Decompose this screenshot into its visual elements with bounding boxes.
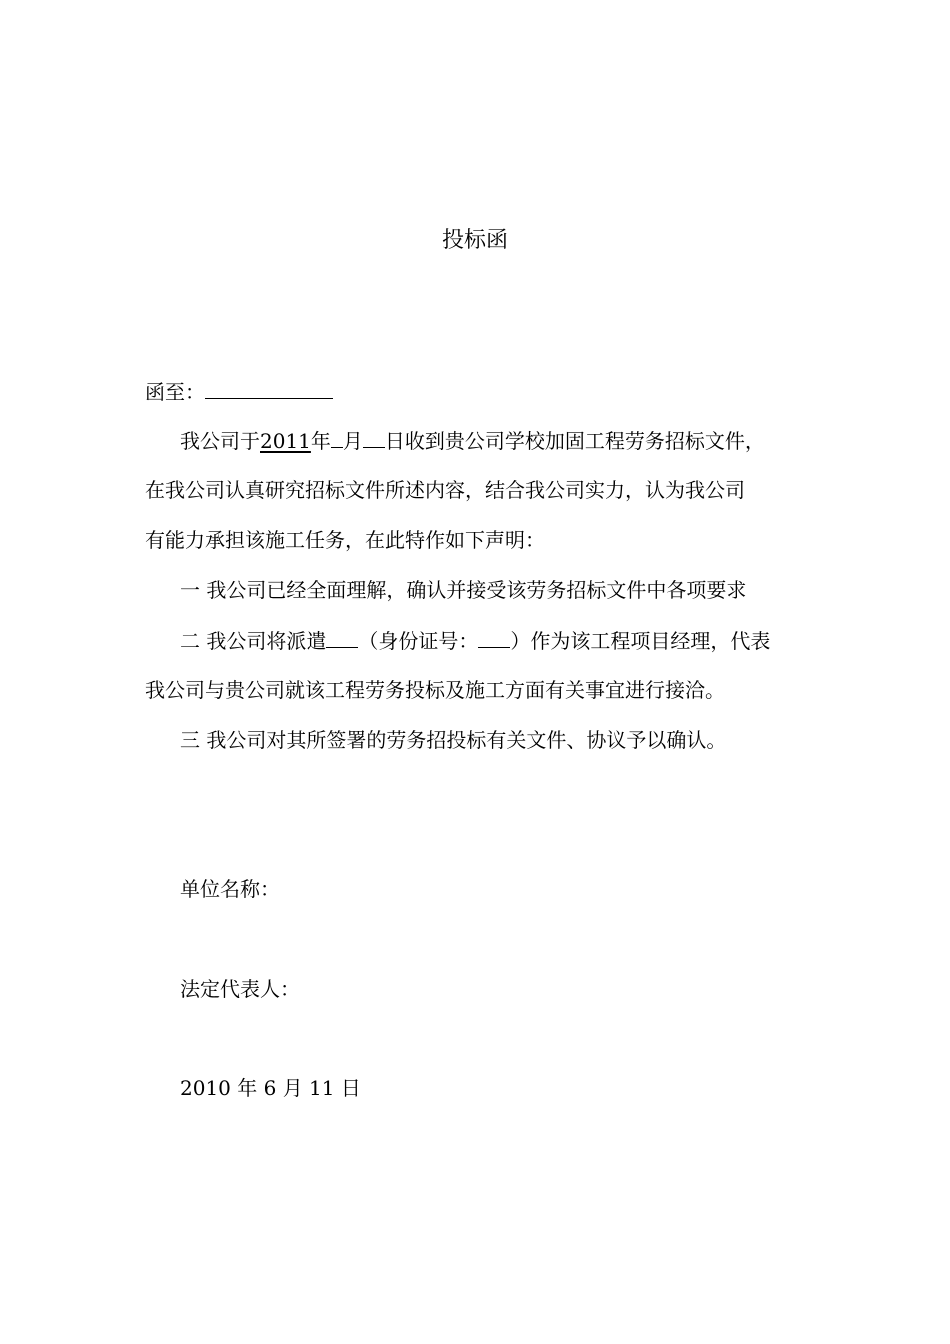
item2-text-b: （身份证号： <box>358 629 479 653</box>
unit-name-label: 单位名称： <box>180 877 280 901</box>
manager-name-blank <box>326 625 358 648</box>
paragraph-1-line-1 <box>180 425 765 456</box>
item-2-line-1 <box>180 625 770 656</box>
p1-text-b: 年 <box>310 429 331 453</box>
item2-text-a: 二 我公司将派遣 <box>180 629 327 653</box>
document-title: 投标函 <box>441 228 508 253</box>
legal-representative-label: 法定代表人： <box>180 977 300 1001</box>
item-3: 三 我公司对其所签署的劳务招投标有关文件、协议予以确认。 <box>180 728 727 752</box>
item-2-line-2: 我公司与贵公司就该工程劳务投标及施工方面有关事宜进行接洽。 <box>145 678 725 702</box>
item2-text-c: ）作为该工程项目经理，代表 <box>510 629 771 653</box>
id-number-blank <box>478 625 510 648</box>
p1-year: 2011 <box>260 429 311 453</box>
day-blank <box>363 425 385 448</box>
to-label: 函至： <box>145 380 205 404</box>
addressee-blank <box>205 376 333 399</box>
p1-text-c: 月 <box>342 429 363 453</box>
addressee-line <box>145 376 333 407</box>
item-1: 一 我公司已经全面理解，确认并接受该劳务招标文件中各项要求 <box>180 578 747 602</box>
paragraph-1-line-2: 在我公司认真研究招标文件所述内容，结合我公司实力，认为我公司 <box>145 478 745 502</box>
p1-text-a: 我公司于 <box>180 429 260 453</box>
paragraph-1-line-3: 有能力承担该施工任务，在此特作如下声明： <box>145 528 545 552</box>
p1-text-d: 日收到贵公司学校加固工程劳务招标文件， <box>384 429 765 453</box>
month-blank <box>331 425 343 448</box>
document-date: 2010 年 6 月 11 日 <box>180 1076 361 1100</box>
